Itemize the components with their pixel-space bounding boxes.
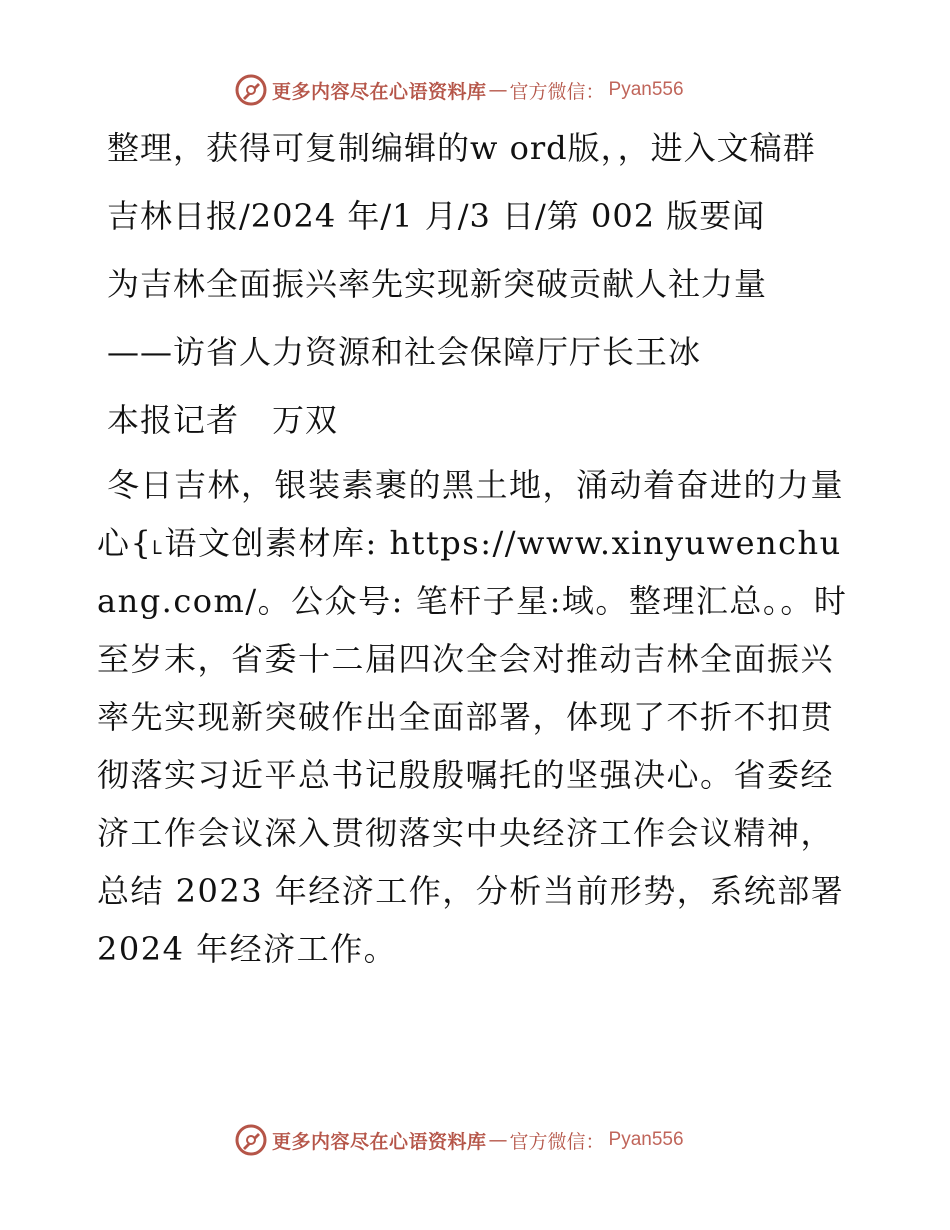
quill-logo-icon [234,73,268,107]
headline: 为吉林全面振兴率先实现新突破贡献人社力量 [107,265,768,303]
footer-watermark [234,1122,684,1158]
header-watermark [234,72,684,108]
quill-logo-icon [234,1123,268,1157]
watermark-separator: — [488,1129,508,1151]
watermark-wechat-id: Pyan556 [608,1129,684,1150]
watermark-official-label: 官方微信： [509,80,605,103]
body-paragraph: 冬日吉林，银装素裹的黑土地，涌动着奋进的力量心{˪语文创素材库: https://www.xinyuwenchuang.com/。公众号: 笔杆子星:域。整理汇总。。时至岁末，省委十二届四次全会对推动吉林全面振兴率先实现新突破作出全面部署，体现了不折不扣贯彻落实习近平总书记殷殷嘱托的坚强决心。省委经济工作会议深入贯彻落实中央经济工作会议精神，总结 2023 年经济工作，分析当前形势，系统部署 2024 年经济工作。 [97,466,848,968]
watermark-official-label: 官方微信： [509,1130,605,1153]
source-line: 吉林日报/2024 年/1 月/3 日/第 002 版要闻 [107,197,766,235]
watermark-brand: 更多内容尽在心语资料库 [272,80,487,103]
watermark-separator: — [488,79,508,101]
watermark-brand: 更多内容尽在心语资料库 [272,1130,487,1153]
article-content [97,118,857,978]
lead-line: 整理，获得可复制编辑的w ord版，，进入文稿群 [107,129,816,167]
subheadline: ——访省人力资源和社会保障厅厅长王冰 [107,333,702,371]
watermark-wechat-id: Pyan556 [608,79,684,100]
byline: 本报记者 万双 [107,401,339,439]
